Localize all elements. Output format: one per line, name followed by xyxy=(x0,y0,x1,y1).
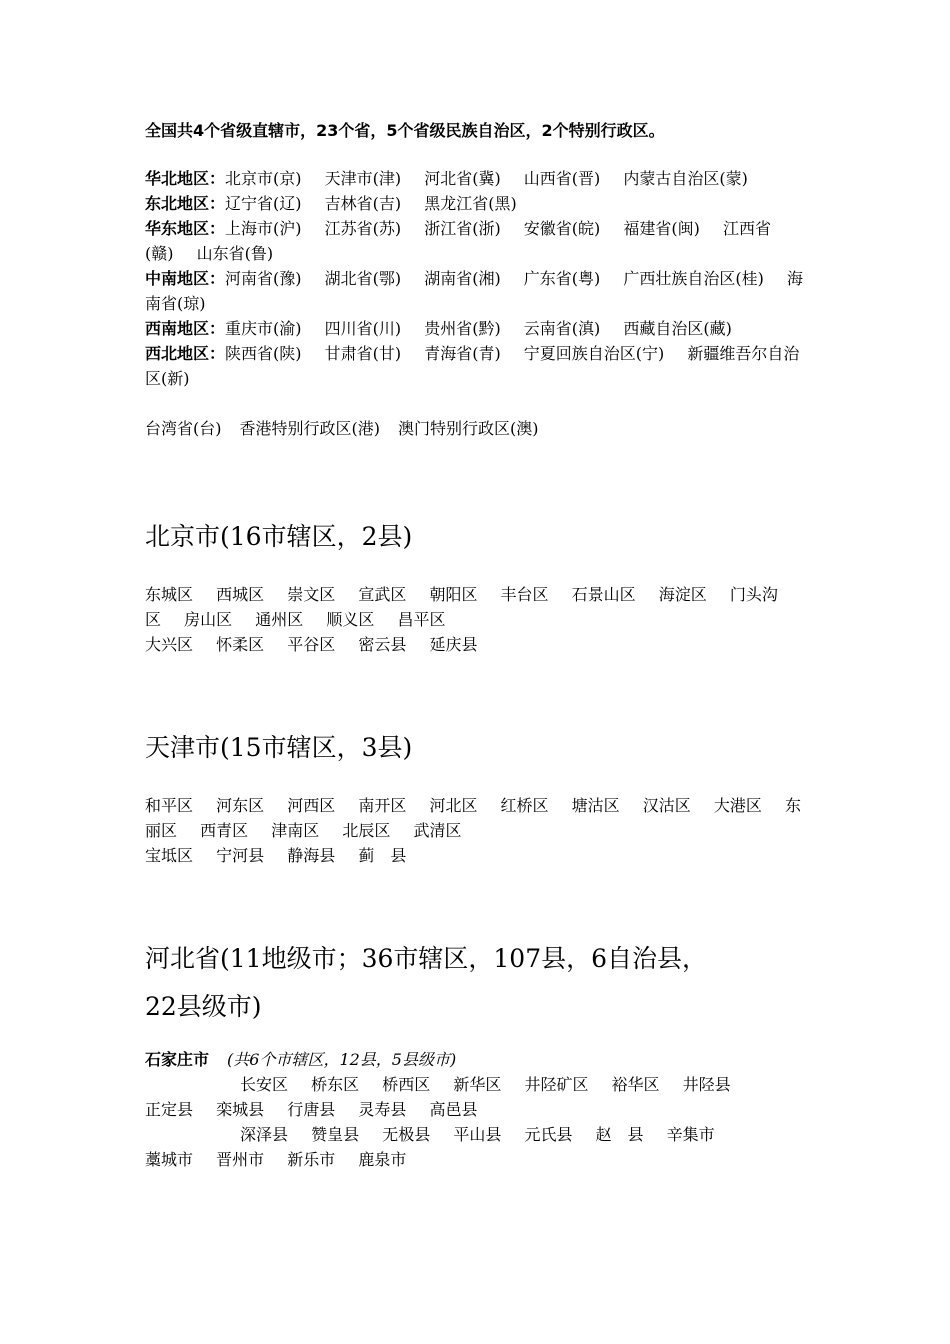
district-item: 大兴区 xyxy=(145,635,194,654)
province-item: 云南省(滇) xyxy=(523,319,601,338)
district-item: 平谷区 xyxy=(287,635,336,654)
city-name: 石家庄市 xyxy=(145,1050,210,1069)
district-item: 武清区 xyxy=(413,821,462,840)
district-line xyxy=(145,793,810,843)
district-item: 河东区 xyxy=(216,796,265,815)
district-item: 宁河县 xyxy=(216,846,265,865)
special-item: 台湾省(台) xyxy=(145,419,222,438)
district-item: 津南区 xyxy=(271,821,320,840)
district-line xyxy=(145,1072,810,1097)
district-item: 元氏县 xyxy=(524,1125,573,1144)
district-item: 红桥区 xyxy=(500,796,549,815)
district-item: 桥西区 xyxy=(382,1075,431,1094)
district-item: 蓟 县 xyxy=(358,846,407,865)
district-line xyxy=(145,582,810,632)
district-item: 正定县 xyxy=(145,1100,194,1119)
district-item: 灵寿县 xyxy=(358,1100,407,1119)
province-item: 江苏省(苏) xyxy=(324,219,402,238)
special-regions xyxy=(145,416,810,441)
region-line xyxy=(145,341,810,391)
district-item: 崇文区 xyxy=(287,585,336,604)
beijing-section xyxy=(145,513,810,657)
province-item: 湖北省(鄂) xyxy=(324,269,402,288)
district-item: 昌平区 xyxy=(397,610,446,629)
district-item: 静海县 xyxy=(287,846,336,865)
district-item: 朝阳区 xyxy=(429,585,478,604)
province-item: 福建省(闽) xyxy=(623,219,700,238)
district-item: 新华区 xyxy=(453,1075,502,1094)
province-item: 青海省(青) xyxy=(424,344,501,363)
district-item: 河西区 xyxy=(287,796,336,815)
district-item: 顺义区 xyxy=(326,610,375,629)
district-item: 汉沽区 xyxy=(642,796,691,815)
hebei-section xyxy=(145,935,810,1172)
province-item: 山西省(晋) xyxy=(523,169,601,188)
region-line xyxy=(145,191,810,216)
province-item: 海南省(琼) xyxy=(145,269,803,313)
district-item: 河北区 xyxy=(429,796,478,815)
district-item: 宣武区 xyxy=(358,585,407,604)
district-item: 晋州市 xyxy=(216,1150,265,1169)
province-item: 陕西省(陕) xyxy=(225,344,302,363)
district-item: 平山县 xyxy=(453,1125,502,1144)
province-item: 北京市(京) xyxy=(225,169,302,188)
district-item: 藁城市 xyxy=(145,1150,194,1169)
district-item: 辛集市 xyxy=(666,1125,715,1144)
province-item: 重庆市(渝) xyxy=(225,319,302,338)
city-note: (共6个市辖区，12县，5县级市) xyxy=(227,1050,457,1069)
district-item: 南开区 xyxy=(358,796,407,815)
district-item: 西城区 xyxy=(216,585,265,604)
district-item: 鹿泉市 xyxy=(358,1150,407,1169)
tianjin-section xyxy=(145,724,810,868)
province-item: 江西省(赣) xyxy=(145,219,771,263)
tianjin-districts xyxy=(145,793,810,868)
district-item: 石景山区 xyxy=(571,585,636,604)
district-line xyxy=(145,1097,810,1122)
province-item: 湖南省(湘) xyxy=(424,269,501,288)
beijing-districts xyxy=(145,582,810,657)
region-label: 华北地区： xyxy=(145,169,226,188)
special-item: 澳门特别行政区(澳) xyxy=(398,419,539,438)
district-item: 通州区 xyxy=(255,610,304,629)
district-item: 塘沽区 xyxy=(571,796,620,815)
region-line xyxy=(145,166,810,191)
district-item: 行唐县 xyxy=(287,1100,336,1119)
district-item: 门头沟区 xyxy=(145,585,778,629)
district-item: 密云县 xyxy=(358,635,407,654)
province-item: 河南省(豫) xyxy=(225,269,302,288)
province-item: 浙江省(浙) xyxy=(424,219,501,238)
province-item: 天津市(津) xyxy=(324,169,402,188)
district-item: 怀柔区 xyxy=(216,635,265,654)
district-item: 延庆县 xyxy=(429,635,478,654)
district-item: 井陉县 xyxy=(682,1075,731,1094)
district-line xyxy=(145,843,810,868)
region-line xyxy=(145,216,810,266)
document-page xyxy=(145,118,810,1172)
district-item: 房山区 xyxy=(184,610,233,629)
region-line xyxy=(145,266,810,316)
province-item: 辽宁省(辽) xyxy=(225,194,302,213)
province-item: 广东省(粤) xyxy=(523,269,601,288)
province-item: 西藏自治区(藏) xyxy=(623,319,732,338)
district-item: 桥东区 xyxy=(311,1075,360,1094)
district-line xyxy=(145,632,810,657)
province-item: 甘肃省(甘) xyxy=(324,344,402,363)
district-item: 东丽区 xyxy=(145,796,801,840)
district-item: 赵 县 xyxy=(595,1125,644,1144)
district-item: 丰台区 xyxy=(500,585,549,604)
province-item: 河北省(冀) xyxy=(424,169,501,188)
region-label: 华东地区： xyxy=(145,219,226,238)
district-item: 赞皇县 xyxy=(311,1125,360,1144)
district-item: 北辰区 xyxy=(342,821,391,840)
shijiazhuang-block xyxy=(145,1047,810,1172)
district-item: 井陉矿区 xyxy=(524,1075,589,1094)
province-item: 宁夏回族自治区(宁) xyxy=(523,344,665,363)
province-item: 广西壮族自治区(桂) xyxy=(623,269,764,288)
district-line xyxy=(145,1147,810,1172)
region-label: 东北地区： xyxy=(145,194,226,213)
district-item: 海淀区 xyxy=(658,585,707,604)
region-label: 西南地区： xyxy=(145,319,226,338)
hebei-title-line2: 22县级市) xyxy=(145,992,262,1021)
hebei-title-line1: 河北省(11地级市；36市辖区，107县，6自治县， xyxy=(145,944,708,973)
province-item: 黑龙江省(黑) xyxy=(424,194,517,213)
summary-text: 全国共4个省级直辖市，23个省，5个省级民族自治区，2个特别行政区。 xyxy=(145,121,665,140)
province-item: 内蒙古自治区(蒙) xyxy=(623,169,748,188)
city-header xyxy=(145,1047,810,1072)
district-item: 西青区 xyxy=(200,821,249,840)
district-line xyxy=(145,1122,810,1147)
province-item: 山东省(鲁) xyxy=(196,244,274,263)
district-item: 无极县 xyxy=(382,1125,431,1144)
district-item: 大港区 xyxy=(713,796,762,815)
province-item: 安徽省(皖) xyxy=(523,219,601,238)
province-item: 贵州省(黔) xyxy=(424,319,501,338)
special-item: 香港特别行政区(港) xyxy=(239,419,380,438)
beijing-title: 北京市(16市辖区，2县) xyxy=(145,522,413,551)
district-item: 长安区 xyxy=(240,1075,289,1094)
district-item: 深泽县 xyxy=(240,1125,289,1144)
district-item: 高邑县 xyxy=(429,1100,478,1119)
tianjin-title: 天津市(15市辖区，3县) xyxy=(145,733,413,762)
region-label: 中南地区： xyxy=(145,269,226,288)
region-line xyxy=(145,316,810,341)
district-item: 东城区 xyxy=(145,585,194,604)
region-label: 西北地区： xyxy=(145,344,226,363)
province-item: 四川省(川) xyxy=(324,319,402,338)
district-item: 裕华区 xyxy=(611,1075,660,1094)
province-item: 吉林省(吉) xyxy=(324,194,402,213)
district-item: 和平区 xyxy=(145,796,194,815)
province-item: 新疆维吾尔自治区(新) xyxy=(145,344,800,388)
region-list xyxy=(145,166,810,391)
province-item: 上海市(沪) xyxy=(225,219,302,238)
district-item: 宝坻区 xyxy=(145,846,194,865)
district-item: 新乐市 xyxy=(287,1150,336,1169)
district-item: 栾城县 xyxy=(216,1100,265,1119)
